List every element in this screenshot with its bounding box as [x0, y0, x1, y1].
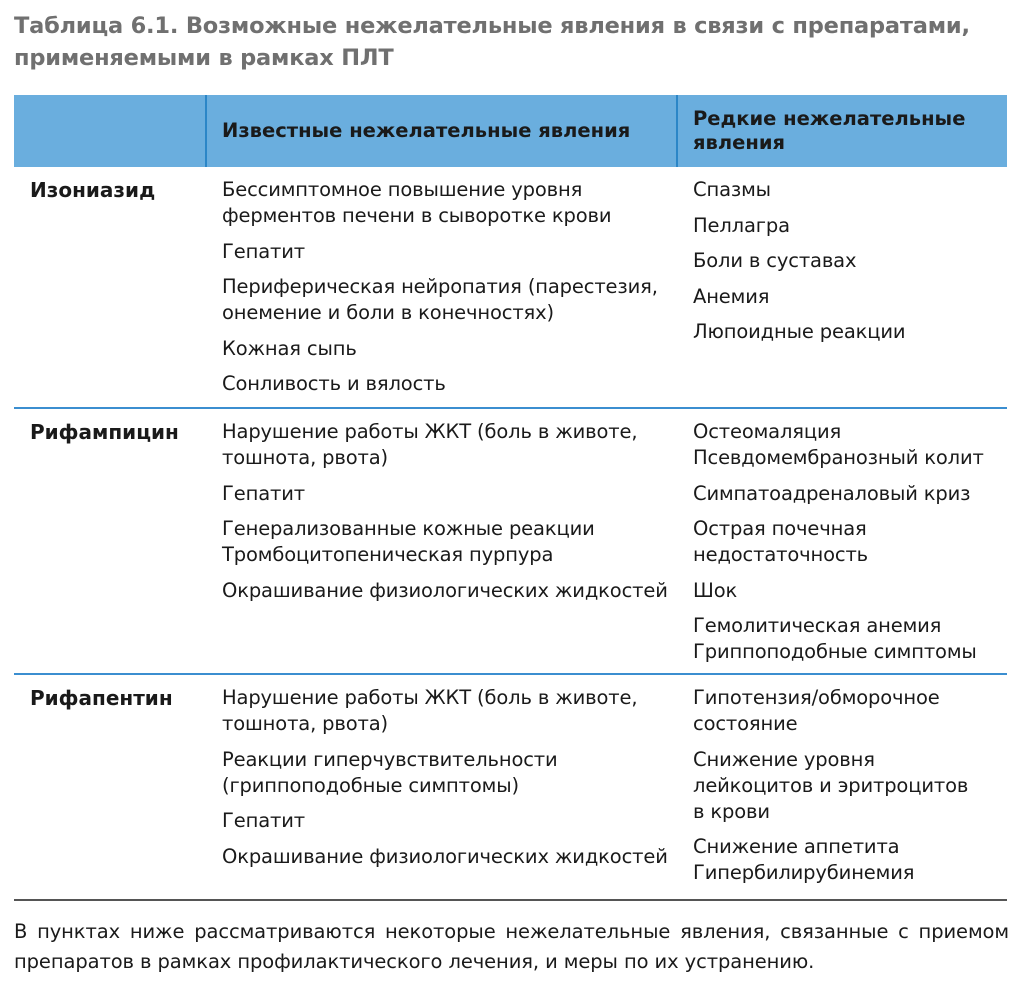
list-item: Люпоидные реакции — [693, 320, 906, 343]
header-known-events: Известные нежелательные явления — [207, 95, 678, 167]
list-item: Симпатоадреналовый криз — [693, 481, 971, 505]
known-events-list — [207, 167, 678, 407]
list-item: Остеомаляция Псевдомембранозный колит — [693, 420, 984, 469]
list-item: Боли в суставах — [693, 249, 857, 272]
list-item: Нарушение работы ЖКТ (боль в животе, тошнота, рвота) — [222, 686, 638, 735]
list-item: Шок — [693, 578, 738, 602]
list-item: Снижение аппетита Гипербилирубинемия — [693, 835, 915, 884]
list-item: Кожная сыпь — [222, 336, 357, 360]
known-events-list — [207, 409, 678, 673]
rare-events-list — [678, 409, 1007, 673]
footer-paragraph: В пунктах ниже рассматриваются некоторые нежелательные явления, связанные с приемом препаратов в рамках профилактического лечения, и меры по их устранению. — [14, 920, 1009, 973]
list-item: Анемия — [693, 284, 770, 308]
list-item: Сонливость и вялость — [222, 372, 446, 395]
header-rare-events-label: Редкие нежелательные явления — [693, 107, 966, 154]
list-item: Генерализованные кожные реакции Тромбоцитопеническая пурпура — [222, 517, 595, 566]
table-header — [14, 95, 1007, 167]
header-rare-events — [678, 95, 1007, 167]
list-item: Спазмы — [693, 178, 771, 201]
list-item: Острая почечная недостаточность — [693, 517, 869, 566]
list-item: Пеллагра — [693, 213, 790, 237]
rare-events-list — [678, 675, 1007, 899]
list-item: Бессимптомное повышение уровня ферментов печени в сыворотке крови — [222, 178, 612, 227]
table-row-rifampicin — [14, 409, 1007, 675]
list-item: Гемолитическая анемия Гриппоподобные симптомы — [693, 614, 977, 663]
list-item: Периферическая нейропатия (парестезия, онемение и боли в конечностях) — [222, 275, 658, 324]
list-item: Снижение уровня лейкоцитов и эритроцитов в крови — [693, 747, 969, 823]
list-item: Гепатит — [222, 481, 305, 505]
list-item: Гепатит — [222, 239, 305, 263]
header-drug — [14, 95, 207, 167]
list-item: Окрашивание физиологических жидкостей — [222, 844, 668, 868]
rare-events-list — [678, 167, 1007, 407]
table-row-rifapentine — [14, 675, 1007, 901]
list-item: Гипотензия/обморочное состояние — [693, 686, 940, 735]
table-row-isoniazid — [14, 167, 1007, 409]
table-caption: Таблица 6.1. Возможные нежелательные явления в связи с препаратами, применяемыми в рамках ПЛТ — [14, 13, 970, 71]
drug-name: Рифапентин — [30, 686, 173, 710]
list-item: Нарушение работы ЖКТ (боль в животе, тошнота, рвота) — [222, 420, 638, 469]
list-item: Реакции гиперчувствительности (гриппоподобные симптомы) — [222, 747, 558, 797]
drug-name: Изониазид — [30, 178, 156, 202]
adverse-events-table — [14, 95, 1007, 901]
known-events-list — [207, 675, 678, 899]
drug-name: Рифампицин — [30, 420, 179, 444]
list-item: Окрашивание физиологических жидкостей — [222, 578, 668, 602]
list-item: Гепатит — [222, 809, 305, 832]
